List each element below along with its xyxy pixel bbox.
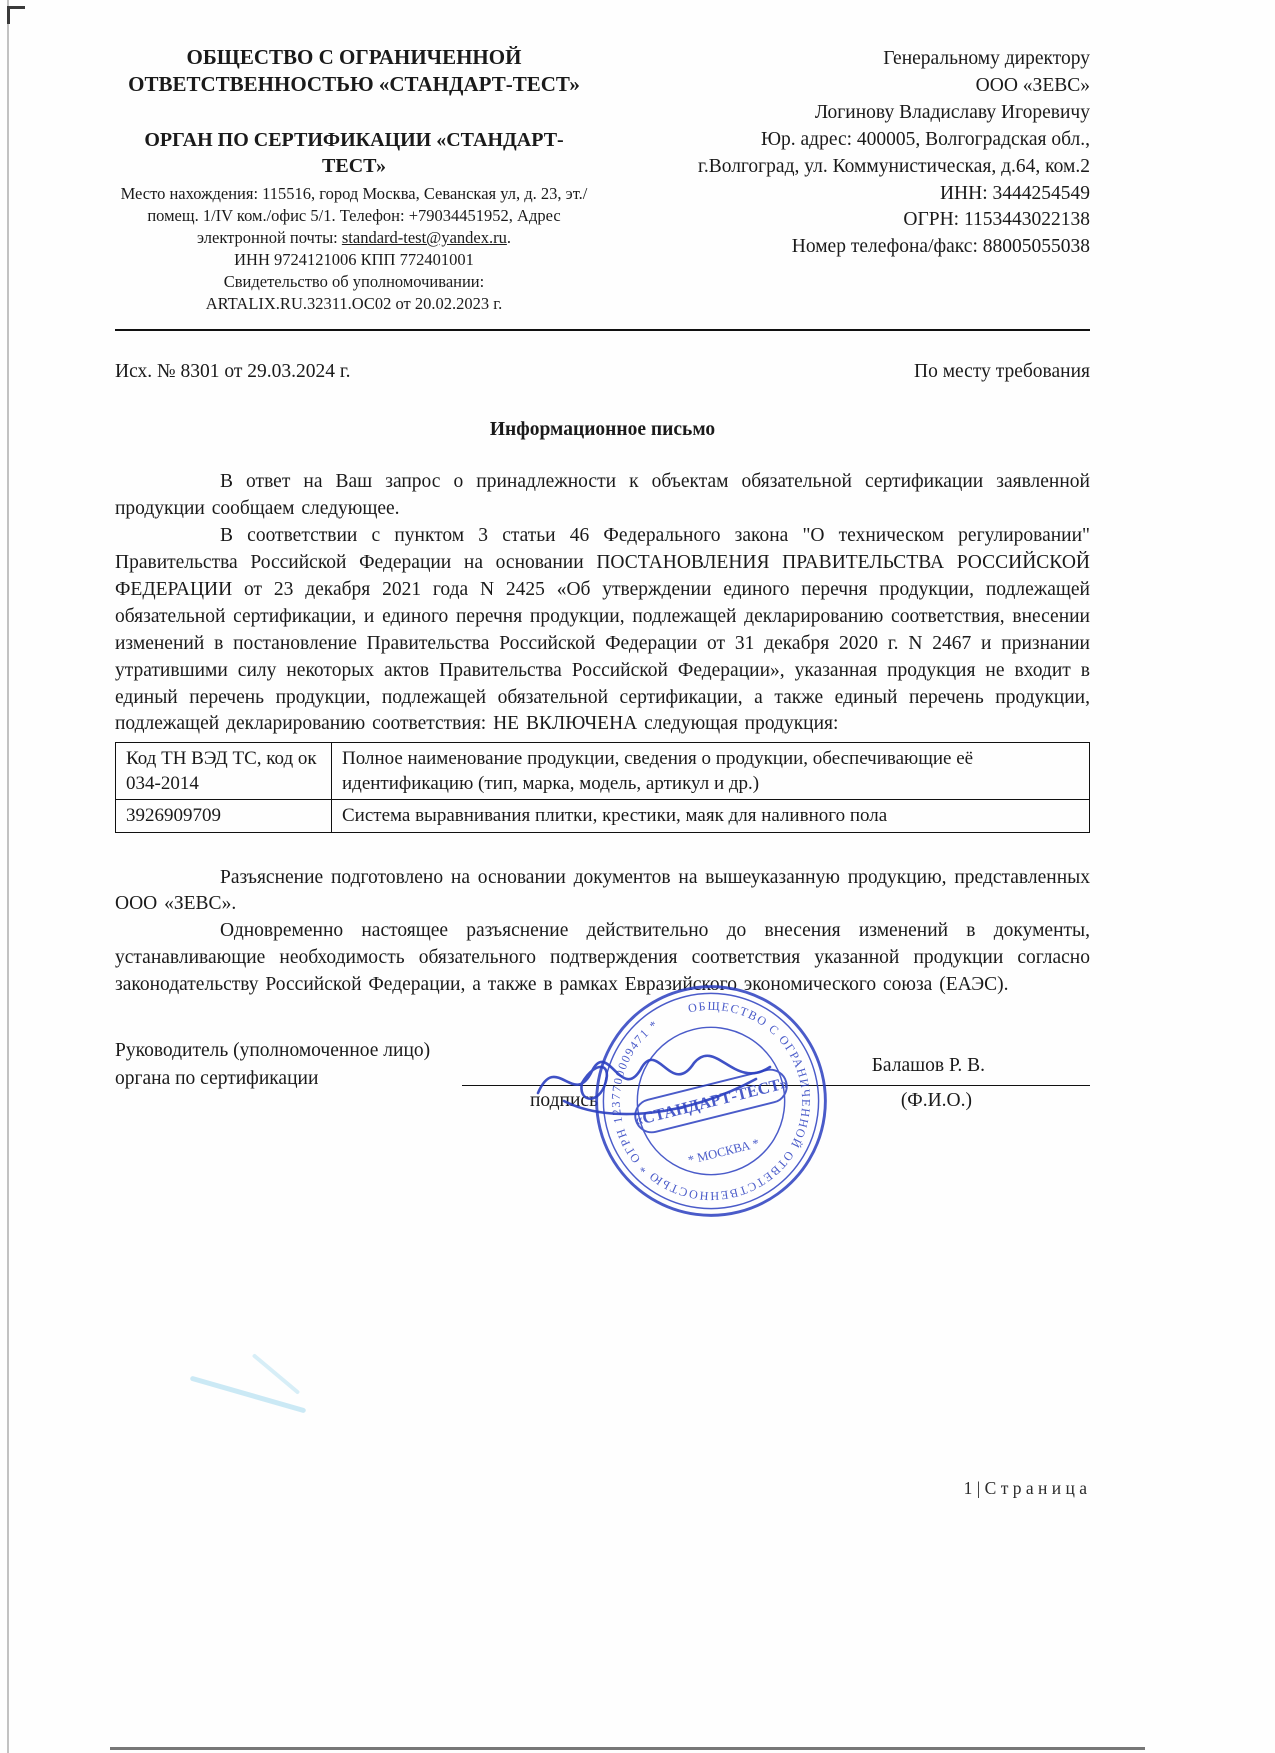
signatory-name: Балашов Р. В. xyxy=(871,1055,985,1077)
svg-text:ОБЩЕСТВО С ОГРАНИЧЕННОЙ ОТВЕТС xyxy=(587,977,835,1225)
recipient-line: ОГРН: 1153443022138 xyxy=(903,209,1090,231)
signatory-role: Руководитель (уполномоченное лицо) органа по сертификации xyxy=(115,1040,431,1090)
recipient-line: г.Волгоград, ул. Коммунистическая, д.64, ком.2 xyxy=(698,155,1090,177)
outgoing-number: Исх. № 8301 от 29.03.2024 г. xyxy=(115,361,351,383)
sender-email: standard-test@yandex.ru xyxy=(341,227,507,247)
table-cell-code: 3926909709 xyxy=(116,800,332,832)
sender-certificate-number: ARTALIX.RU.32311.ОС02 от 20.02.2023 г. xyxy=(205,294,503,314)
sender-certificate-label: Свидетельство об уполномочивании: xyxy=(223,272,485,292)
page-number: 1 | С т р а н и ц а xyxy=(963,1478,1087,1498)
table-cell-product: Система выравнивания плитки, крестики, маяк для наливного пола xyxy=(332,800,1090,832)
signature-line-area xyxy=(450,998,1090,1204)
company-stamp xyxy=(585,975,837,1227)
recipient-line: Логинову Владиславу Игоревичу xyxy=(814,101,1090,123)
stamp-ring-text: ОБЩЕСТВО С ОГРАНИЧЕННОЙ ОТВЕТСТВЕННОСТЬЮ * ОГРН 1237700009471 * xyxy=(608,998,814,1204)
document-title: Информационное письмо xyxy=(489,419,716,441)
scan-edge-line xyxy=(7,0,9,1753)
signature-block xyxy=(115,998,1090,1204)
scan-bottom-line xyxy=(110,1747,1145,1750)
sender-address-tail: . xyxy=(506,227,512,247)
sender-org-name: ОБЩЕСТВО С ОГРАНИЧЕННОЙ ОТВЕТСТВЕННОСТЬЮ «СТАНДАРТ-ТЕСТ» xyxy=(128,45,580,97)
recipient-line: ООО «ЗЕВС» xyxy=(975,74,1090,96)
scan-ink-streak-small xyxy=(252,1353,301,1395)
body-paragraph-1: В ответ на Ваш запрос о принадлежности к объектам обязательной сертификации заявленной продукции сообщаем следующее. xyxy=(115,471,1090,520)
body-paragraph-4: Одновременно настоящее разъяснение действительно до внесения изменений в документы, устанавливающие необходимость обязательного подтверждения соответствия указанной продукции согласно законодательству Российской Федерации, а также в рамках Евразийского экономического союза (ЕАЭС). xyxy=(115,920,1090,996)
sender-cert-body-name: ОРГАН ПО СЕРТИФИКАЦИИ «СТАНДАРТ-ТЕСТ» xyxy=(144,128,564,177)
body-paragraph-2: В соответствии с пунктом 3 статьи 46 Федерального закона "О техническом регулировании" Правительства Российской Федерации на основании ПОСТАНОВЛЕНИЯ ПРАВИТЕЛЬСТВА РОССИЙСКОЙ ФЕДЕРАЦИИ от 23 декабря 2021 года N 2425 «Об утверждении единого перечня продукции, подлежащей обязательной сертификации, и единого перечня продукции, подлежащей декларированию соответствия, внесении изменений в постановление Правительства Российской Федерации от 31 декабря 2020 г. N 2467 и признании утратившими силу некоторых актов Правительства Российской Федерации», указанная продукция не входит в единый перечень продукции, подлежащей обязательной сертификации, а также единый перечень продукции, подлежащей декларированию соответствия: НЕ ВКЛЮЧЕНА следующая продукция: xyxy=(115,525,1090,735)
table-row xyxy=(116,800,1090,832)
name-caption: (Ф.И.О.) xyxy=(900,1090,972,1112)
header-divider xyxy=(115,329,1090,331)
sender-inn-kpp: ИНН 9724121006 КПП 772401001 xyxy=(234,249,474,269)
recipient-line: Юр. адрес: 400005, Волгоградская обл., xyxy=(760,128,1090,150)
table-header-code: Код ТН ВЭД ТС, код ок 034-2014 xyxy=(116,743,332,800)
recipient-line: Номер телефона/факс: 88005055038 xyxy=(791,236,1090,258)
table-header-row xyxy=(116,743,1090,800)
recipient-block xyxy=(630,44,1090,315)
stamp-city-text: * МОСКВА * xyxy=(686,1136,761,1168)
table-header-product: Полное наименование продукции, сведения о продукции, обеспечивающие её идентификацию (тип, марка, модель, артикул и др.) xyxy=(332,743,1090,800)
stamp-center-text: «СТАНДАРТ-ТЕСТ» xyxy=(632,1073,790,1130)
sender-contacts xyxy=(115,183,593,249)
sender-address-text: Место нахождения: 115516, город Москва, Севанская ул, д. 23, эт./помещ. 1/IV ком./офис 5/1. Телефон: +79034451952, Адрес электронной почты: xyxy=(120,183,588,247)
sender-block xyxy=(115,44,593,315)
place-of-demand: По месту требования xyxy=(913,361,1090,383)
letterhead xyxy=(115,44,1090,315)
signature-caption: подпись xyxy=(530,1090,598,1112)
signature-line xyxy=(462,1085,1090,1086)
product-table xyxy=(115,742,1090,832)
reference-row xyxy=(115,361,1090,383)
body-paragraph-3: Разъяснение подготовлено на основании документов на вышеуказанную продукцию, представленных ООО «ЗЕВС». xyxy=(115,866,1090,915)
scan-corner-mark xyxy=(7,6,25,24)
recipient-line: Генеральному директору xyxy=(883,48,1090,69)
recipient-line: ИНН: 3444254549 xyxy=(939,182,1090,204)
